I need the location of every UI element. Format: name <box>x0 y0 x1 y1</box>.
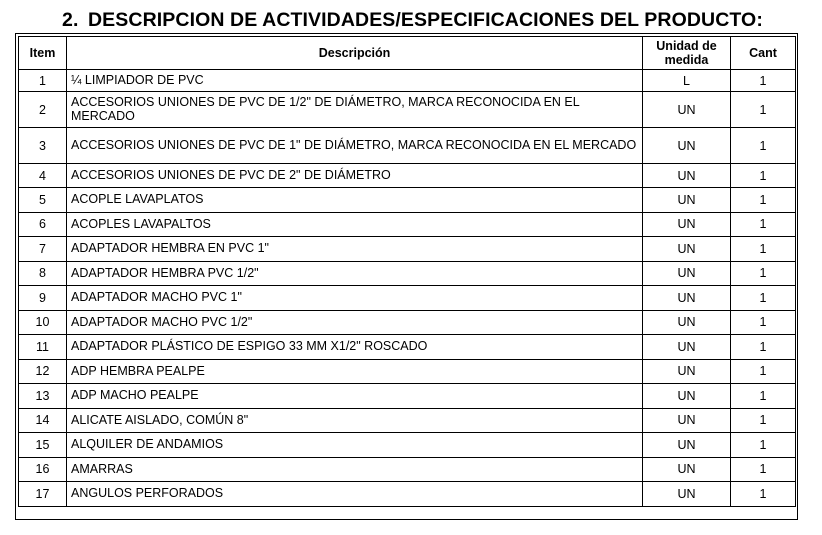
cell-unit: UN <box>643 128 731 164</box>
cell-item: 16 <box>19 457 67 482</box>
header-qty: Cant <box>731 37 796 70</box>
cell-unit: UN <box>643 408 731 433</box>
cell-description: ACCESORIOS UNIONES DE PVC DE 1" DE DIÁMETRO, MARCA RECONOCIDA EN EL MERCADO <box>67 128 643 164</box>
cell-unit: UN <box>643 433 731 458</box>
header-unit <box>643 37 731 70</box>
table-row <box>19 70 796 92</box>
cell-description: ACCESORIOS UNIONES DE PVC DE 1/2" DE DIÁMETRO, MARCA RECONOCIDA EN EL MERCADO <box>67 92 643 128</box>
cell-item: 10 <box>19 310 67 335</box>
cell-description: ADAPTADOR MACHO PVC 1/2" <box>67 310 643 335</box>
cell-qty: 1 <box>731 408 796 433</box>
table-row <box>19 482 796 507</box>
table-header-row <box>19 37 796 70</box>
cell-qty: 1 <box>731 384 796 409</box>
cell-item: 11 <box>19 335 67 360</box>
cell-description: ALICATE AISLADO, COMÚN 8" <box>67 408 643 433</box>
cell-qty: 1 <box>731 433 796 458</box>
cell-qty: 1 <box>731 70 796 92</box>
table-row <box>19 457 796 482</box>
cell-unit: UN <box>643 286 731 311</box>
cell-description: ACOPLE LAVAPLATOS <box>67 188 643 213</box>
cell-item: 14 <box>19 408 67 433</box>
cell-description: ADAPTADOR MACHO PVC 1" <box>67 286 643 311</box>
cell-item: 8 <box>19 261 67 286</box>
section-title <box>62 9 763 32</box>
cell-unit: UN <box>643 359 731 384</box>
cell-description: ADAPTADOR PLÁSTICO DE ESPIGO 33 MM X1/2" ROSCADO <box>67 335 643 360</box>
cell-item: 5 <box>19 188 67 213</box>
cell-item: 4 <box>19 164 67 188</box>
cell-unit: UN <box>643 310 731 335</box>
cell-item: 13 <box>19 384 67 409</box>
cell-description: ADP HEMBRA PEALPE <box>67 359 643 384</box>
table-row <box>19 188 796 213</box>
table-row <box>19 237 796 262</box>
cell-description: ANGULOS PERFORADOS <box>67 482 643 507</box>
cell-qty: 1 <box>731 286 796 311</box>
cell-item: 12 <box>19 359 67 384</box>
cell-description: ACCESORIOS UNIONES DE PVC DE 2" DE DIÁMETRO <box>67 164 643 188</box>
cell-unit: UN <box>643 457 731 482</box>
table-row <box>19 384 796 409</box>
cell-unit: UN <box>643 335 731 360</box>
cell-qty: 1 <box>731 92 796 128</box>
cell-item: 15 <box>19 433 67 458</box>
table-row <box>19 164 796 188</box>
cell-qty: 1 <box>731 164 796 188</box>
table-row <box>19 128 796 164</box>
table-row <box>19 92 796 128</box>
cell-item: 2 <box>19 92 67 128</box>
cell-description: ADAPTADOR HEMBRA PVC 1/2" <box>67 261 643 286</box>
header-unit-line2: medida <box>664 53 709 67</box>
product-table-frame <box>15 33 798 520</box>
cell-description: ¼ LIMPIADOR DE PVC <box>67 70 643 92</box>
cell-unit: UN <box>643 92 731 128</box>
cell-item: 1 <box>19 70 67 92</box>
cell-qty: 1 <box>731 310 796 335</box>
table-row <box>19 359 796 384</box>
cell-qty: 1 <box>731 359 796 384</box>
cell-qty: 1 <box>731 237 796 262</box>
cell-qty: 1 <box>731 457 796 482</box>
cell-unit: UN <box>643 237 731 262</box>
cell-qty: 1 <box>731 482 796 507</box>
header-description: Descripción <box>67 37 643 70</box>
table-row <box>19 408 796 433</box>
cell-description: ALQUILER DE ANDAMIOS <box>67 433 643 458</box>
cell-description: ADAPTADOR HEMBRA EN PVC 1" <box>67 237 643 262</box>
cell-item: 6 <box>19 212 67 237</box>
cell-unit: UN <box>643 212 731 237</box>
cell-qty: 1 <box>731 188 796 213</box>
cell-qty: 1 <box>731 261 796 286</box>
table-row <box>19 335 796 360</box>
header-unit-line1: Unidad de <box>656 39 717 53</box>
cell-unit: UN <box>643 261 731 286</box>
section-title-text: DESCRIPCION DE ACTIVIDADES/ESPECIFICACIONES DEL PRODUCTO: <box>88 9 763 31</box>
cell-item: 3 <box>19 128 67 164</box>
cell-qty: 1 <box>731 212 796 237</box>
section-number: 2. <box>62 9 79 31</box>
cell-item: 9 <box>19 286 67 311</box>
header-item: Item <box>19 37 67 70</box>
cell-unit: UN <box>643 188 731 213</box>
cell-unit: UN <box>643 482 731 507</box>
table-row <box>19 310 796 335</box>
cell-unit: UN <box>643 384 731 409</box>
cell-description: AMARRAS <box>67 457 643 482</box>
table-row <box>19 261 796 286</box>
product-table <box>18 36 796 507</box>
cell-unit: L <box>643 70 731 92</box>
cell-qty: 1 <box>731 335 796 360</box>
cell-qty: 1 <box>731 128 796 164</box>
cell-item: 17 <box>19 482 67 507</box>
table-row <box>19 433 796 458</box>
table-row <box>19 212 796 237</box>
cell-item: 7 <box>19 237 67 262</box>
cell-description: ADP MACHO PEALPE <box>67 384 643 409</box>
table-row <box>19 286 796 311</box>
cell-description: ACOPLES LAVAPALTOS <box>67 212 643 237</box>
cell-unit: UN <box>643 164 731 188</box>
